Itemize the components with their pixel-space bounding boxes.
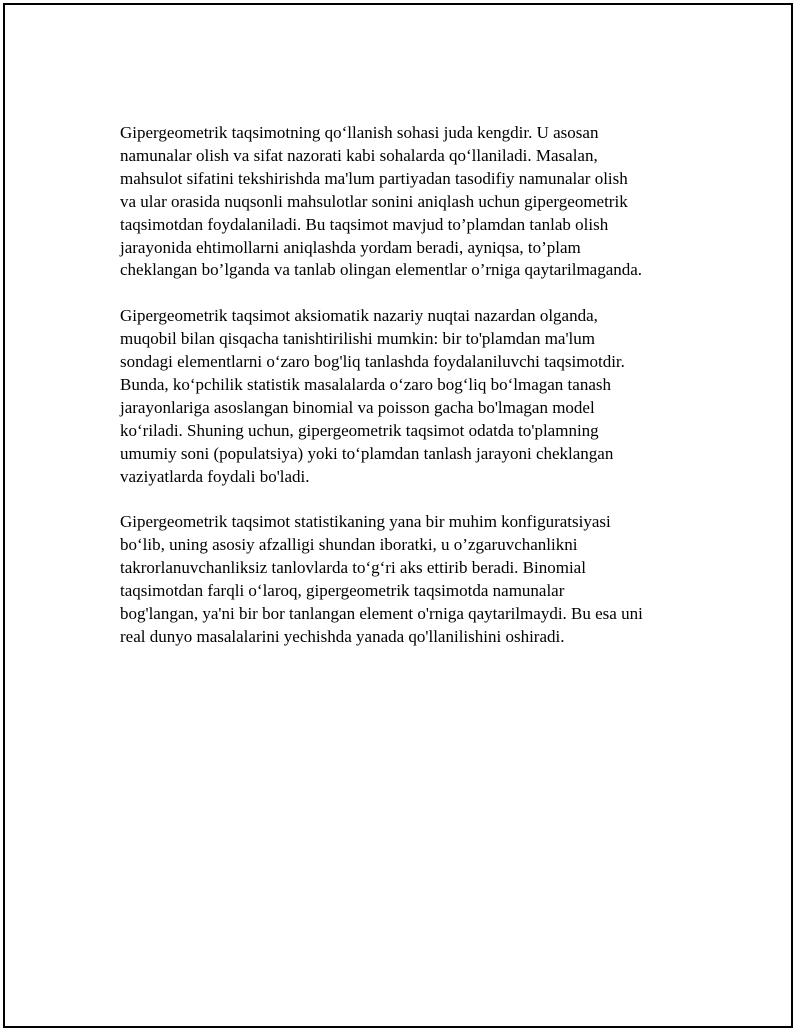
text-line: cheklangan bo’lganda va tanlab olingan elementlar o’rniga qaytarilmaganda. xyxy=(120,260,643,280)
text-line: sondagi elementlarni o‘zaro bog'liq tanlashda foydalaniluvchi taqsimotdir. xyxy=(120,352,625,372)
text-line: bo‘lib, uning asosiy afzalligi shundan iboratki, u o’zgaruvchanlikni xyxy=(120,535,578,555)
paragraph-1 xyxy=(120,122,695,282)
text-line: jarayonida ehtimollarni aniqlashda yordam beradi, ayniqsa, to’plam xyxy=(120,237,581,257)
text-line: Gipergeometrik taqsimot statistikaning yana bir muhim konfiguratsiyasi xyxy=(120,512,611,532)
text-line: Bunda, ko‘pchilik statistik masalalarda o‘zaro bog‘liq bo‘lmagan tanash xyxy=(120,374,611,394)
text-line: taqsimotdan farqli o‘laroq, gipergeometrik taqsimotda namunalar xyxy=(120,581,565,601)
text-line: Gipergeometrik taqsimot aksiomatik nazariy nuqtai nazardan olganda, xyxy=(120,306,598,326)
text-line: mahsulot sifatini tekshirishda ma'lum partiyadan tasodifiy namunalar olish xyxy=(120,168,628,188)
text-line: real dunyo masalalarini yechishda yanada qo'llanilishini oshiradi. xyxy=(120,626,565,646)
document-page xyxy=(3,3,793,1028)
document-body xyxy=(120,122,695,672)
text-line: umumiy soni (populatsiya) yoki to‘plamdan tanlash jarayoni cheklangan xyxy=(120,443,614,463)
text-line: muqobil bilan qisqacha tanishtirilishi mumkin: bir to'plamdan ma'lum xyxy=(120,329,595,349)
text-line: namunalar olish va sifat nazorati kabi sohalarda qo‘llaniladi. Masalan, xyxy=(120,145,598,165)
paragraph-2 xyxy=(120,305,695,488)
text-line: takrorlanuvchanliksiz tanlovlarda to‘g‘ri aks ettirib beradi. Binomial xyxy=(120,558,586,578)
paragraph-3 xyxy=(120,511,695,648)
text-line: Gipergeometrik taqsimotning qo‘llanish sohasi juda kengdir. U asosan xyxy=(120,123,599,142)
text-line: taqsimotdan foydalaniladi. Bu taqsimot mavjud to’plamdan tanlab olish xyxy=(120,214,609,234)
text-line: ko‘riladi. Shuning uchun, gipergeometrik taqsimot odatda to'plamning xyxy=(120,420,599,440)
text-line: bog'langan, ya'ni bir bor tanlangan element o'rniga qaytarilmaydi. Bu esa uni xyxy=(120,604,643,623)
text-line: jarayonlariga asoslangan binomial va poisson gacha bo'lmagan model xyxy=(120,397,595,417)
text-line: va ular orasida nuqsonli mahsulotlar sonini aniqlash uchun gipergeometrik xyxy=(120,191,628,211)
text-line: vaziyatlarda foydali bo'ladi. xyxy=(120,466,310,486)
